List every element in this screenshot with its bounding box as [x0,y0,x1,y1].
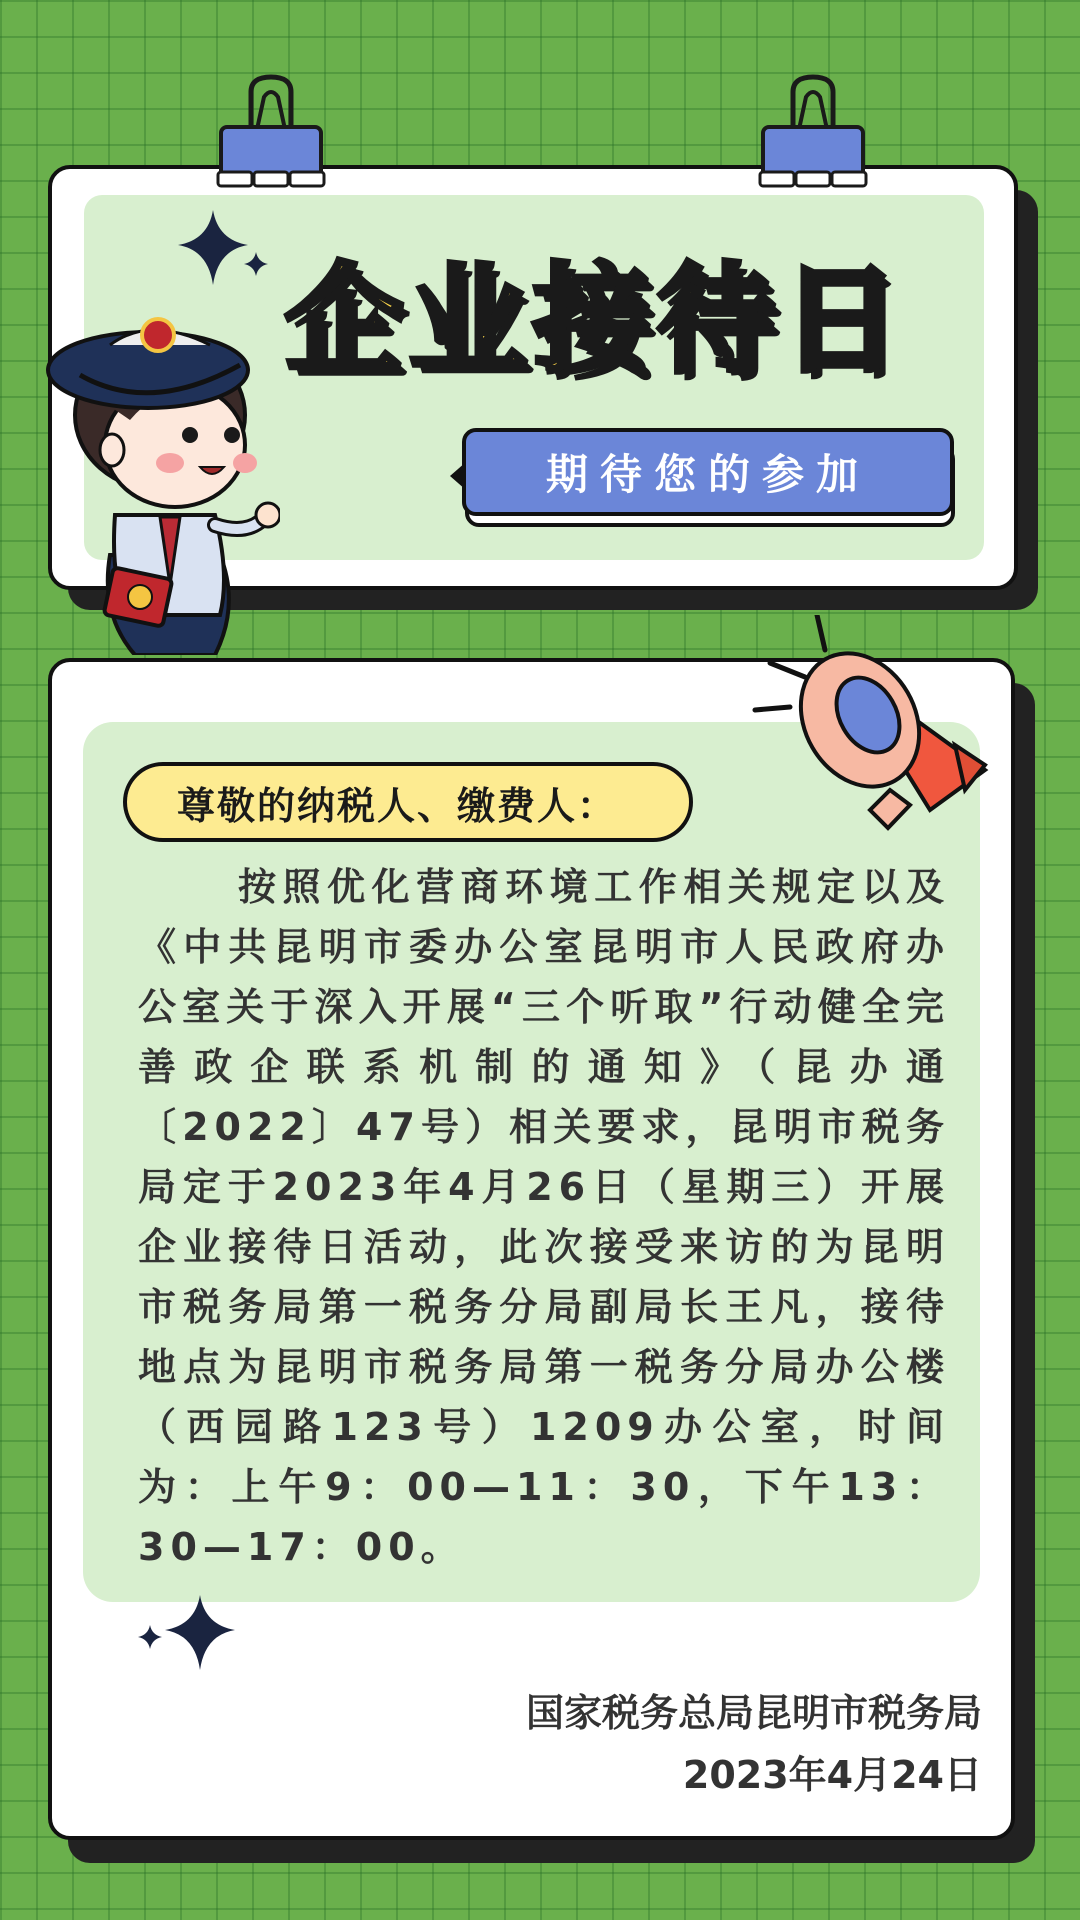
notice-body: 按照优化营商环境工作相关规定以及《中共昆明市委办公室昆明市人民政府办公室关于深入开展“三个听取”行动健全完善政企联系机制的通知》（昆办通〔2022〕47号）相关要求，昆明市税务局定于2023年4月26日（星期三）开展企业接待日活动，此次接受来访的为昆明市税务局第一税务分局副局长王凡，接待地点为昆明市税务局第一税务分局办公楼（西园路123号）1209办公室，时间为：上午9：00—11：30，下午13：30—17：00。 [138,865,950,1569]
title-container [285,245,985,395]
greeting-text: 尊敬的纳税人、缴费人： [177,783,618,828]
subtitle-text: 期待您的参加 [545,450,870,499]
sparkle-icon [178,210,278,290]
issuer-name: 国家税务总局昆明市税务局 [525,1691,982,1735]
binder-clip-icon [216,72,326,192]
signature-block [526,1682,982,1806]
megaphone-icon [750,615,1010,850]
tax-officer-illustration [40,285,280,655]
subtitle-pill [462,428,954,516]
sparkle-icon [135,1595,245,1675]
issue-date: 2023年4月24日 [682,1753,982,1797]
greeting-pill [123,762,693,842]
page-title: 企业接待日 [285,251,906,389]
binder-clip-icon [758,72,868,192]
